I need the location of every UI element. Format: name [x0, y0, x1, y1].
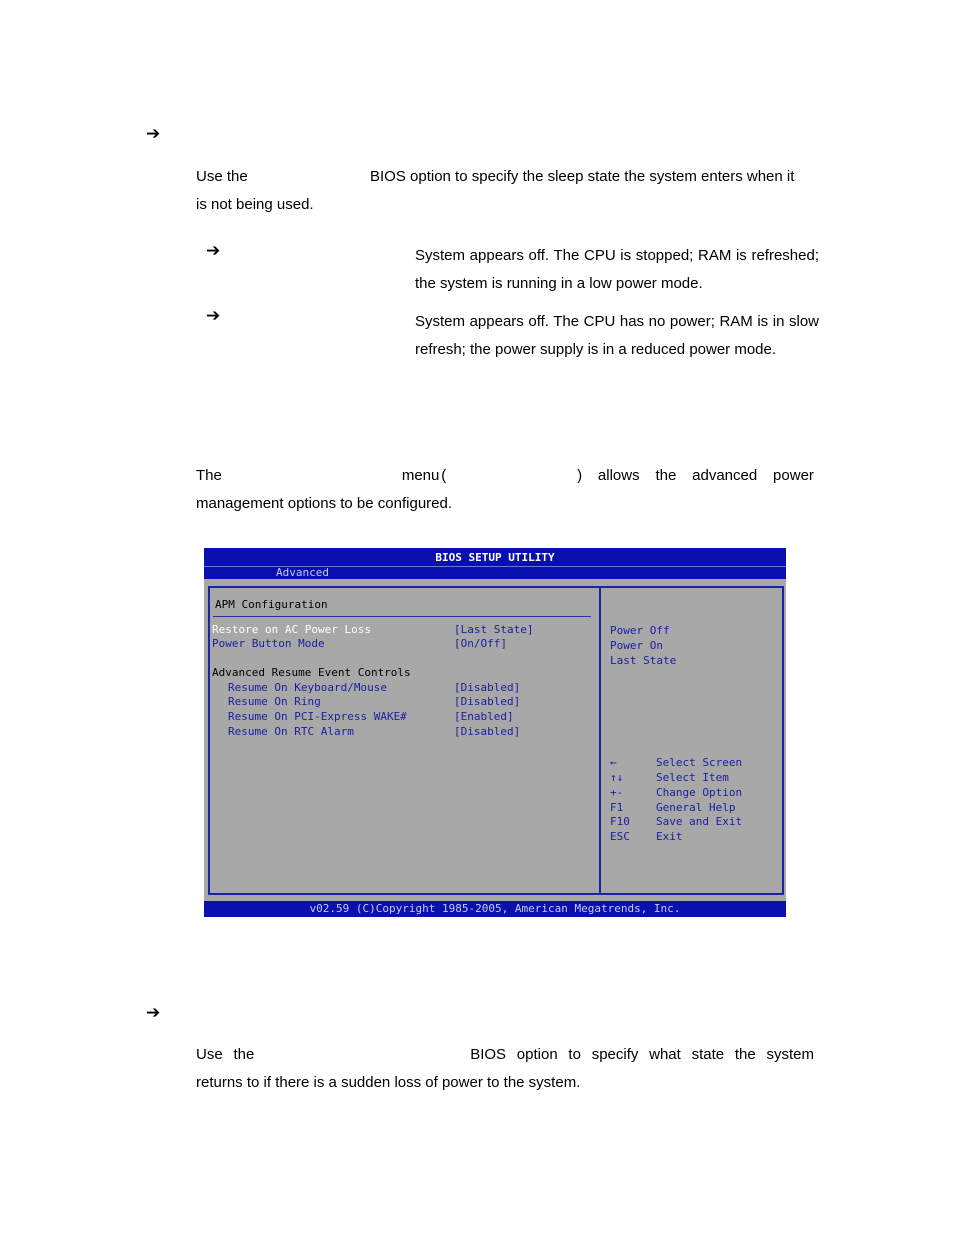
key-left-arrow: ←	[610, 756, 617, 769]
bios-screenshot	[204, 548, 786, 917]
bios-value-power-button[interactable]: [On/Off]	[454, 637, 507, 650]
option-arrow-icon: ➔	[206, 306, 221, 326]
bios-value-resume-ring[interactable]: [Disabled]	[454, 695, 521, 708]
option-description: System appears off. The CPU has no power; RAM is in slow refresh; the power supply is in a reduced power mode.	[415, 313, 819, 358]
intro-text-end: BIOS option to specify the sleep state the system enters when it	[370, 168, 795, 185]
bios-value-resume-rtc[interactable]: [Disabled]	[454, 725, 521, 738]
key-desc: Select Screen	[656, 756, 743, 769]
key-desc: Select Item	[656, 771, 729, 784]
restore-intro-line2: returns to if there is a sudden loss of power to the system.	[196, 1074, 581, 1091]
bullet-arrow-icon: ➔	[146, 124, 161, 144]
bios-option-resume-ring[interactable]: Resume On Ring	[228, 695, 321, 708]
menu-intro-line1: The menu ( ) allows the advanced power	[196, 467, 814, 484]
option-description: System appears off. The CPU is stopped; RAM is refreshed; the system is running in a low power mode.	[415, 247, 819, 292]
restore-intro-line1: Use the BIOS option to specify what state the system	[196, 1046, 814, 1063]
intro-text-line2: is not being used.	[196, 196, 314, 213]
option-arrow-icon: ➔	[206, 241, 221, 261]
key-desc: Exit	[656, 830, 683, 843]
bios-option-restore-ac[interactable]: Restore on AC Power Loss	[212, 623, 371, 636]
key-esc: ESC	[610, 830, 630, 843]
bios-title: BIOS SETUP UTILITY	[435, 551, 555, 564]
help-option: Last State	[610, 654, 677, 667]
help-option: Power Off	[610, 624, 670, 637]
bios-value-resume-pcie[interactable]: [Enabled]	[454, 710, 514, 723]
panel-divider	[599, 586, 601, 895]
intro-text-start: Use the	[196, 168, 248, 185]
key-desc: Save and Exit	[656, 815, 743, 828]
bullet-arrow-icon: ➔	[146, 1003, 161, 1023]
bios-value-restore-ac[interactable]: [Last State]	[454, 623, 534, 636]
key-desc: Change Option	[656, 786, 743, 799]
section-header: APM Configuration	[215, 598, 328, 611]
menu-intro-line2: management options to be configured.	[196, 495, 453, 512]
bios-option-resume-rtc[interactable]: Resume On RTC Alarm	[228, 725, 354, 738]
group-heading: Advanced Resume Event Controls	[212, 666, 411, 679]
bios-option-power-button[interactable]: Power Button Mode	[212, 637, 325, 650]
key-f1: F1	[610, 801, 624, 814]
bios-option-resume-pcie[interactable]: Resume On PCI-Express WAKE#	[228, 710, 407, 723]
help-option: Power On	[610, 639, 663, 652]
key-plus-minus: +-	[610, 786, 624, 799]
header-underline	[213, 616, 591, 617]
key-up-down-arrows: ↑↓	[610, 771, 624, 784]
bios-option-resume-keyboard[interactable]: Resume On Keyboard/Mouse	[228, 681, 387, 694]
copyright-text: v02.59 (C)Copyright 1985-2005, American Megatrends, Inc.	[309, 902, 681, 915]
key-desc: General Help	[656, 801, 736, 814]
bios-value-resume-keyboard[interactable]: [Disabled]	[454, 681, 521, 694]
key-f10: F10	[610, 815, 630, 828]
tab-advanced[interactable]: Advanced	[276, 566, 329, 579]
